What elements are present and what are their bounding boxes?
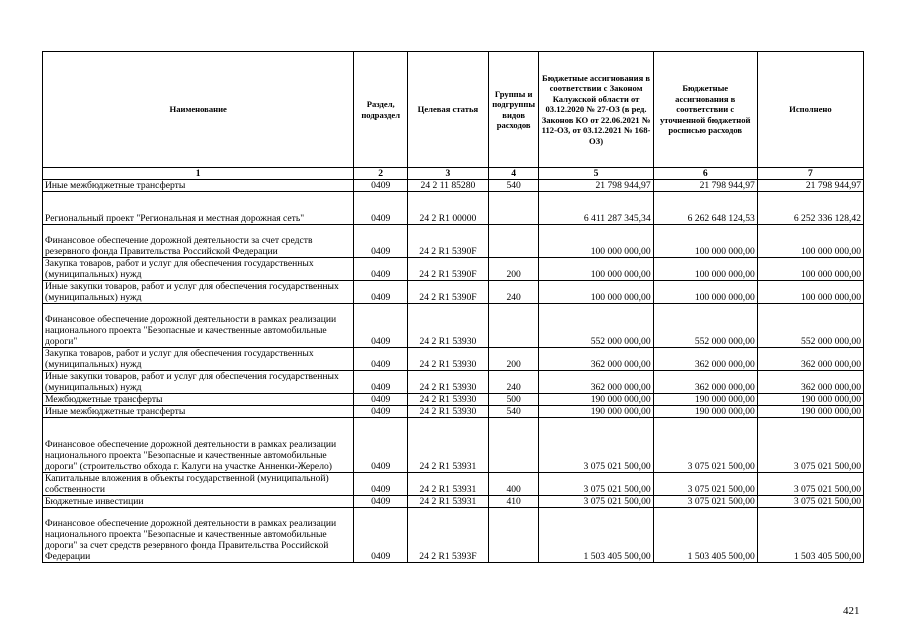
table-row (43, 225, 864, 258)
row-law-amount: 362 000 000,00 (539, 348, 653, 371)
header-law-amount: Бюджетные ассигнования в соответствии с Законом Калужской области от 03.12.2020 № 27-ОЗ (в ред. Законов КО от 22.06.2021 № 112-ОЗ, от 03.12.2021 № 168-ОЗ) (539, 52, 653, 168)
row-target: 24 2 R1 5390F (407, 225, 488, 258)
column-number: 7 (757, 168, 863, 180)
table-row (43, 304, 864, 348)
row-group: 540 (488, 406, 539, 418)
row-revised-amount: 190 000 000,00 (653, 406, 757, 418)
row-section: 0409 (354, 418, 408, 473)
row-name: Финансовое обеспечение дорожной деятельности за счет средств резервного фонда Правительства Российской Федерации (43, 225, 354, 258)
row-revised-amount: 3 075 021 500,00 (653, 496, 757, 508)
table-row (43, 180, 864, 192)
row-revised-amount: 100 000 000,00 (653, 225, 757, 258)
row-revised-amount: 21 798 944,97 (653, 180, 757, 192)
row-section: 0409 (354, 508, 408, 563)
row-law-amount: 552 000 000,00 (539, 304, 653, 348)
row-group: 200 (488, 258, 539, 281)
row-group (488, 225, 539, 258)
row-target: 24 2 R1 53931 (407, 473, 488, 496)
row-name: Закупка товаров, работ и услуг для обеспечения государственных (муниципальных) нужд (43, 348, 354, 371)
table-row (43, 394, 864, 406)
row-section: 0409 (354, 496, 408, 508)
budget-table (42, 51, 864, 563)
row-group (488, 418, 539, 473)
row-name: Финансовое обеспечение дорожной деятельности в рамках реализации национального проекта "Безопасные и качественные автомобильные дороги" за счет средств резервного фонда Правительства Российской Федерации (43, 508, 354, 563)
row-group (488, 192, 539, 225)
row-group (488, 508, 539, 563)
row-target: 24 2 R1 5390F (407, 281, 488, 304)
column-number: 2 (354, 168, 408, 180)
row-law-amount: 6 411 287 345,34 (539, 192, 653, 225)
row-law-amount: 1 503 405 500,00 (539, 508, 653, 563)
row-section: 0409 (354, 180, 408, 192)
row-name: Финансовое обеспечение дорожной деятельности в рамках реализации национального проекта "Безопасные и качественные автомобильные дороги" (43, 304, 354, 348)
column-number-row (43, 168, 864, 180)
row-executed: 100 000 000,00 (757, 225, 863, 258)
row-section: 0409 (354, 258, 408, 281)
row-name: Иные закупки товаров, работ и услуг для обеспечения государственных (муниципальных) нужд (43, 371, 354, 394)
row-group: 540 (488, 180, 539, 192)
row-law-amount: 190 000 000,00 (539, 394, 653, 406)
row-revised-amount: 3 075 021 500,00 (653, 418, 757, 473)
table-row (43, 258, 864, 281)
row-law-amount: 362 000 000,00 (539, 371, 653, 394)
row-target: 24 2 R1 00000 (407, 192, 488, 225)
table-row (43, 371, 864, 394)
header-executed: Исполнено (757, 52, 863, 168)
row-executed: 3 075 021 500,00 (757, 496, 863, 508)
row-group: 240 (488, 371, 539, 394)
row-revised-amount: 552 000 000,00 (653, 304, 757, 348)
row-name: Иные межбюджетные трансферты (43, 406, 354, 418)
row-section: 0409 (354, 406, 408, 418)
row-law-amount: 190 000 000,00 (539, 406, 653, 418)
row-executed: 6 252 336 128,42 (757, 192, 863, 225)
row-revised-amount: 362 000 000,00 (653, 348, 757, 371)
row-target: 24 2 R1 53930 (407, 394, 488, 406)
column-number: 5 (539, 168, 653, 180)
header-revised-amount: Бюджетные ассигнования в соответствии с уточненной бюджетной росписью расходов (653, 52, 757, 168)
table-row (43, 508, 864, 563)
row-law-amount: 21 798 944,97 (539, 180, 653, 192)
row-executed: 3 075 021 500,00 (757, 418, 863, 473)
table-row (43, 348, 864, 371)
row-revised-amount: 3 075 021 500,00 (653, 473, 757, 496)
row-target: 24 2 11 85280 (407, 180, 488, 192)
row-group: 410 (488, 496, 539, 508)
row-revised-amount: 100 000 000,00 (653, 281, 757, 304)
row-section: 0409 (354, 192, 408, 225)
row-section: 0409 (354, 371, 408, 394)
header-row (43, 52, 864, 168)
page-number: 421 (843, 605, 860, 617)
row-section: 0409 (354, 225, 408, 258)
row-law-amount: 100 000 000,00 (539, 258, 653, 281)
row-target: 24 2 R1 53931 (407, 496, 488, 508)
header-group: Группы и подгруппы видов расходов (488, 52, 539, 168)
row-section: 0409 (354, 281, 408, 304)
row-revised-amount: 1 503 405 500,00 (653, 508, 757, 563)
row-group: 200 (488, 348, 539, 371)
row-target: 24 2 R1 5390F (407, 258, 488, 281)
row-revised-amount: 100 000 000,00 (653, 258, 757, 281)
row-executed: 3 075 021 500,00 (757, 473, 863, 496)
table-body (43, 180, 864, 563)
row-group (488, 304, 539, 348)
row-revised-amount: 6 262 648 124,53 (653, 192, 757, 225)
row-executed: 362 000 000,00 (757, 371, 863, 394)
row-group: 500 (488, 394, 539, 406)
row-law-amount: 3 075 021 500,00 (539, 418, 653, 473)
column-number: 4 (488, 168, 539, 180)
row-section: 0409 (354, 348, 408, 371)
row-revised-amount: 190 000 000,00 (653, 394, 757, 406)
row-law-amount: 100 000 000,00 (539, 281, 653, 304)
table-row (43, 418, 864, 473)
row-executed: 362 000 000,00 (757, 348, 863, 371)
table-row (43, 281, 864, 304)
row-name: Капитальные вложения в объекты государственной (муниципальной) собственности (43, 473, 354, 496)
row-target: 24 2 R1 53930 (407, 406, 488, 418)
row-target: 24 2 R1 53930 (407, 348, 488, 371)
table-row (43, 192, 864, 225)
row-executed: 100 000 000,00 (757, 258, 863, 281)
row-law-amount: 3 075 021 500,00 (539, 473, 653, 496)
row-name: Финансовое обеспечение дорожной деятельности в рамках реализации национального проекта "Безопасные и качественные автомобильные дороги" (строительство обхода г. Калуги на участке Анненки-Жерело) (43, 418, 354, 473)
row-executed: 21 798 944,97 (757, 180, 863, 192)
table-row (43, 406, 864, 418)
row-group: 240 (488, 281, 539, 304)
header-target: Целевая статья (407, 52, 488, 168)
row-target: 24 2 R1 53930 (407, 304, 488, 348)
row-revised-amount: 362 000 000,00 (653, 371, 757, 394)
row-name: Иные закупки товаров, работ и услуг для обеспечения государственных (муниципальных) нужд (43, 281, 354, 304)
row-name: Межбюджетные трансферты (43, 394, 354, 406)
column-number: 6 (653, 168, 757, 180)
header-name: Наименование (43, 52, 354, 168)
row-section: 0409 (354, 394, 408, 406)
row-target: 24 2 R1 5393F (407, 508, 488, 563)
row-name: Иные межбюджетные трансферты (43, 180, 354, 192)
row-law-amount: 100 000 000,00 (539, 225, 653, 258)
row-executed: 552 000 000,00 (757, 304, 863, 348)
row-name: Закупка товаров, работ и услуг для обеспечения государственных (муниципальных) нужд (43, 258, 354, 281)
column-number: 3 (407, 168, 488, 180)
row-executed: 100 000 000,00 (757, 281, 863, 304)
table-row (43, 473, 864, 496)
row-executed: 190 000 000,00 (757, 406, 863, 418)
column-number: 1 (43, 168, 354, 180)
row-target: 24 2 R1 53931 (407, 418, 488, 473)
row-law-amount: 3 075 021 500,00 (539, 496, 653, 508)
row-name: Региональный проект "Региональная и местная дорожная сеть" (43, 192, 354, 225)
row-section: 0409 (354, 304, 408, 348)
row-executed: 190 000 000,00 (757, 394, 863, 406)
header-section: Раздел, подраздел (354, 52, 408, 168)
row-executed: 1 503 405 500,00 (757, 508, 863, 563)
row-section: 0409 (354, 473, 408, 496)
row-group: 400 (488, 473, 539, 496)
table-row (43, 496, 864, 508)
row-name: Бюджетные инвестиции (43, 496, 354, 508)
row-target: 24 2 R1 53930 (407, 371, 488, 394)
